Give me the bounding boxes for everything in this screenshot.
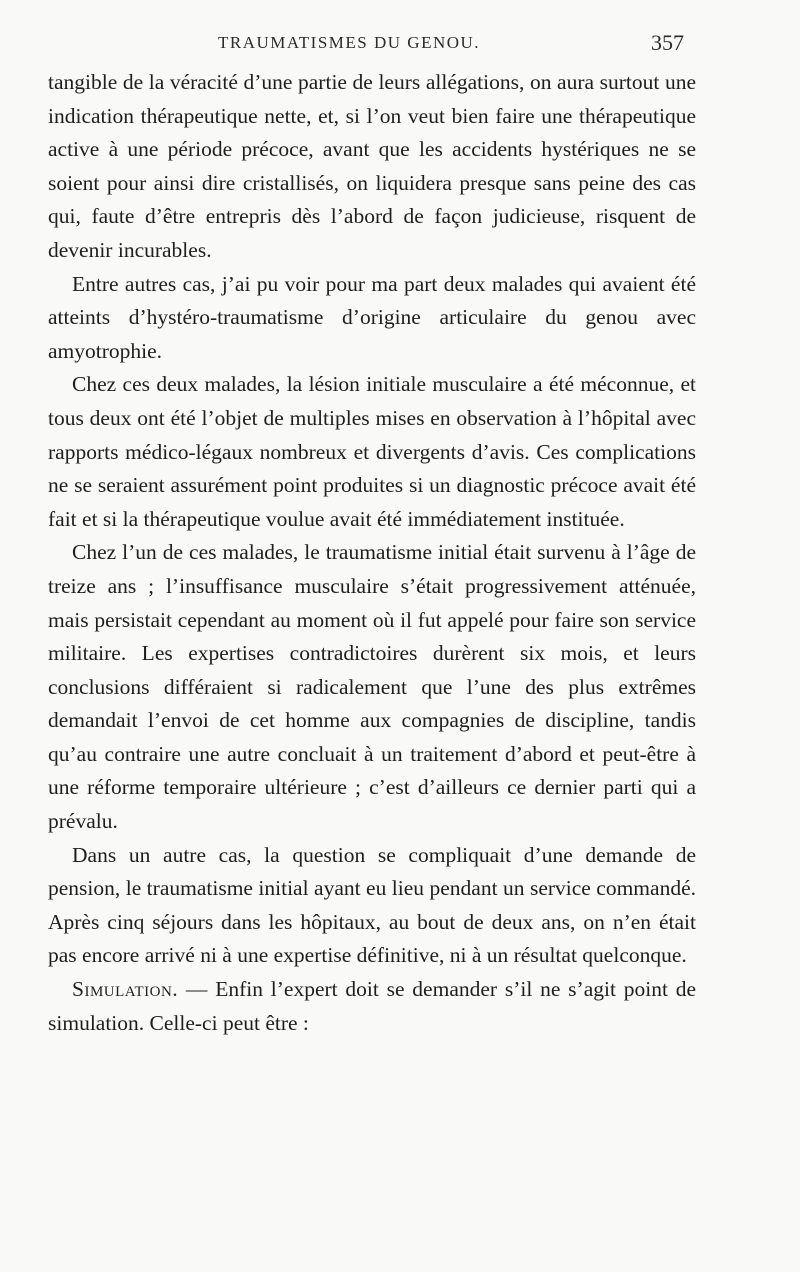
paragraph-6-text: — Enfin l’expert doit se demander s’il ne s’agit point de simulation. Celle-ci peut être : — [48, 977, 696, 1035]
paragraph-4: Chez l’un de ces malades, le traumatisme initial était survenu à l’âge de treize ans ; l’insuffisance musculaire s’était progressivement atténuée, mais persistait cependant au moment où il fut appelé pour faire son service militaire. Les expertises contradictoires durèrent six mois, et leurs conclusions différaient si radicalement que l’une des plus extrêmes demandait l’envoi de cet homme aux compagnies de discipline, tandis qu’au contraire une autre concluait à un traitement d’abord et peut-être à une réforme temporaire ultérieure ; c’est d’ailleurs ce dernier parti qui a prévalu. — [48, 540, 696, 834]
paragraph-2: Entre autres cas, j’ai pu voir pour ma part deux malades qui avaient été atteints d’hystéro-traumatisme d’origine articulaire du genou avec amyotrophie. — [48, 271, 696, 363]
running-head — [48, 30, 684, 60]
paragraph-1: tangible de la véracité d’une partie de leurs allégations, on aura surtout une indication thérapeutique nette, et, si l’on veut bien faire une thérapeutique active à une période précoce, avant que les accidents hystériques ne se soient pour ainsi dire cristallisés, on liquidera presque sans peine des cas qui, faute d’être entrepris dès l’abord de façon judicieuse, risquent de devenir incurables. — [48, 70, 696, 262]
paragraph-3: Chez ces deux malades, la lésion initiale musculaire a été méconnue, et tous deux ont été l’objet de multiples mises en observation à l’hôpital avec rapports médico-légaux nombreux et divergents d’avis. Ces complications ne se seraient assurément point produites si un diagnostic précoce avait été fait et si la thérapeutique voulue avait été immédiatement instituée. — [48, 372, 696, 531]
paragraph-5: Dans un autre cas, la question se compliquait d’une demande de pension, le traumatisme initial ayant eu lieu pendant un service commandé. Après cinq séjours dans les hôpitaux, au bout de deux ans, on n’en était pas encore arrivé ni à une expertise définitive, ni à un résultat quelconque. — [48, 842, 696, 968]
section-heading-simulation: Simulation. — [72, 977, 179, 1002]
page-number: 357 — [651, 30, 684, 55]
paragraph-6 — [48, 973, 696, 1040]
running-title: TRAUMATISMES DU GENOU. — [218, 33, 481, 52]
body-text — [48, 66, 696, 1040]
